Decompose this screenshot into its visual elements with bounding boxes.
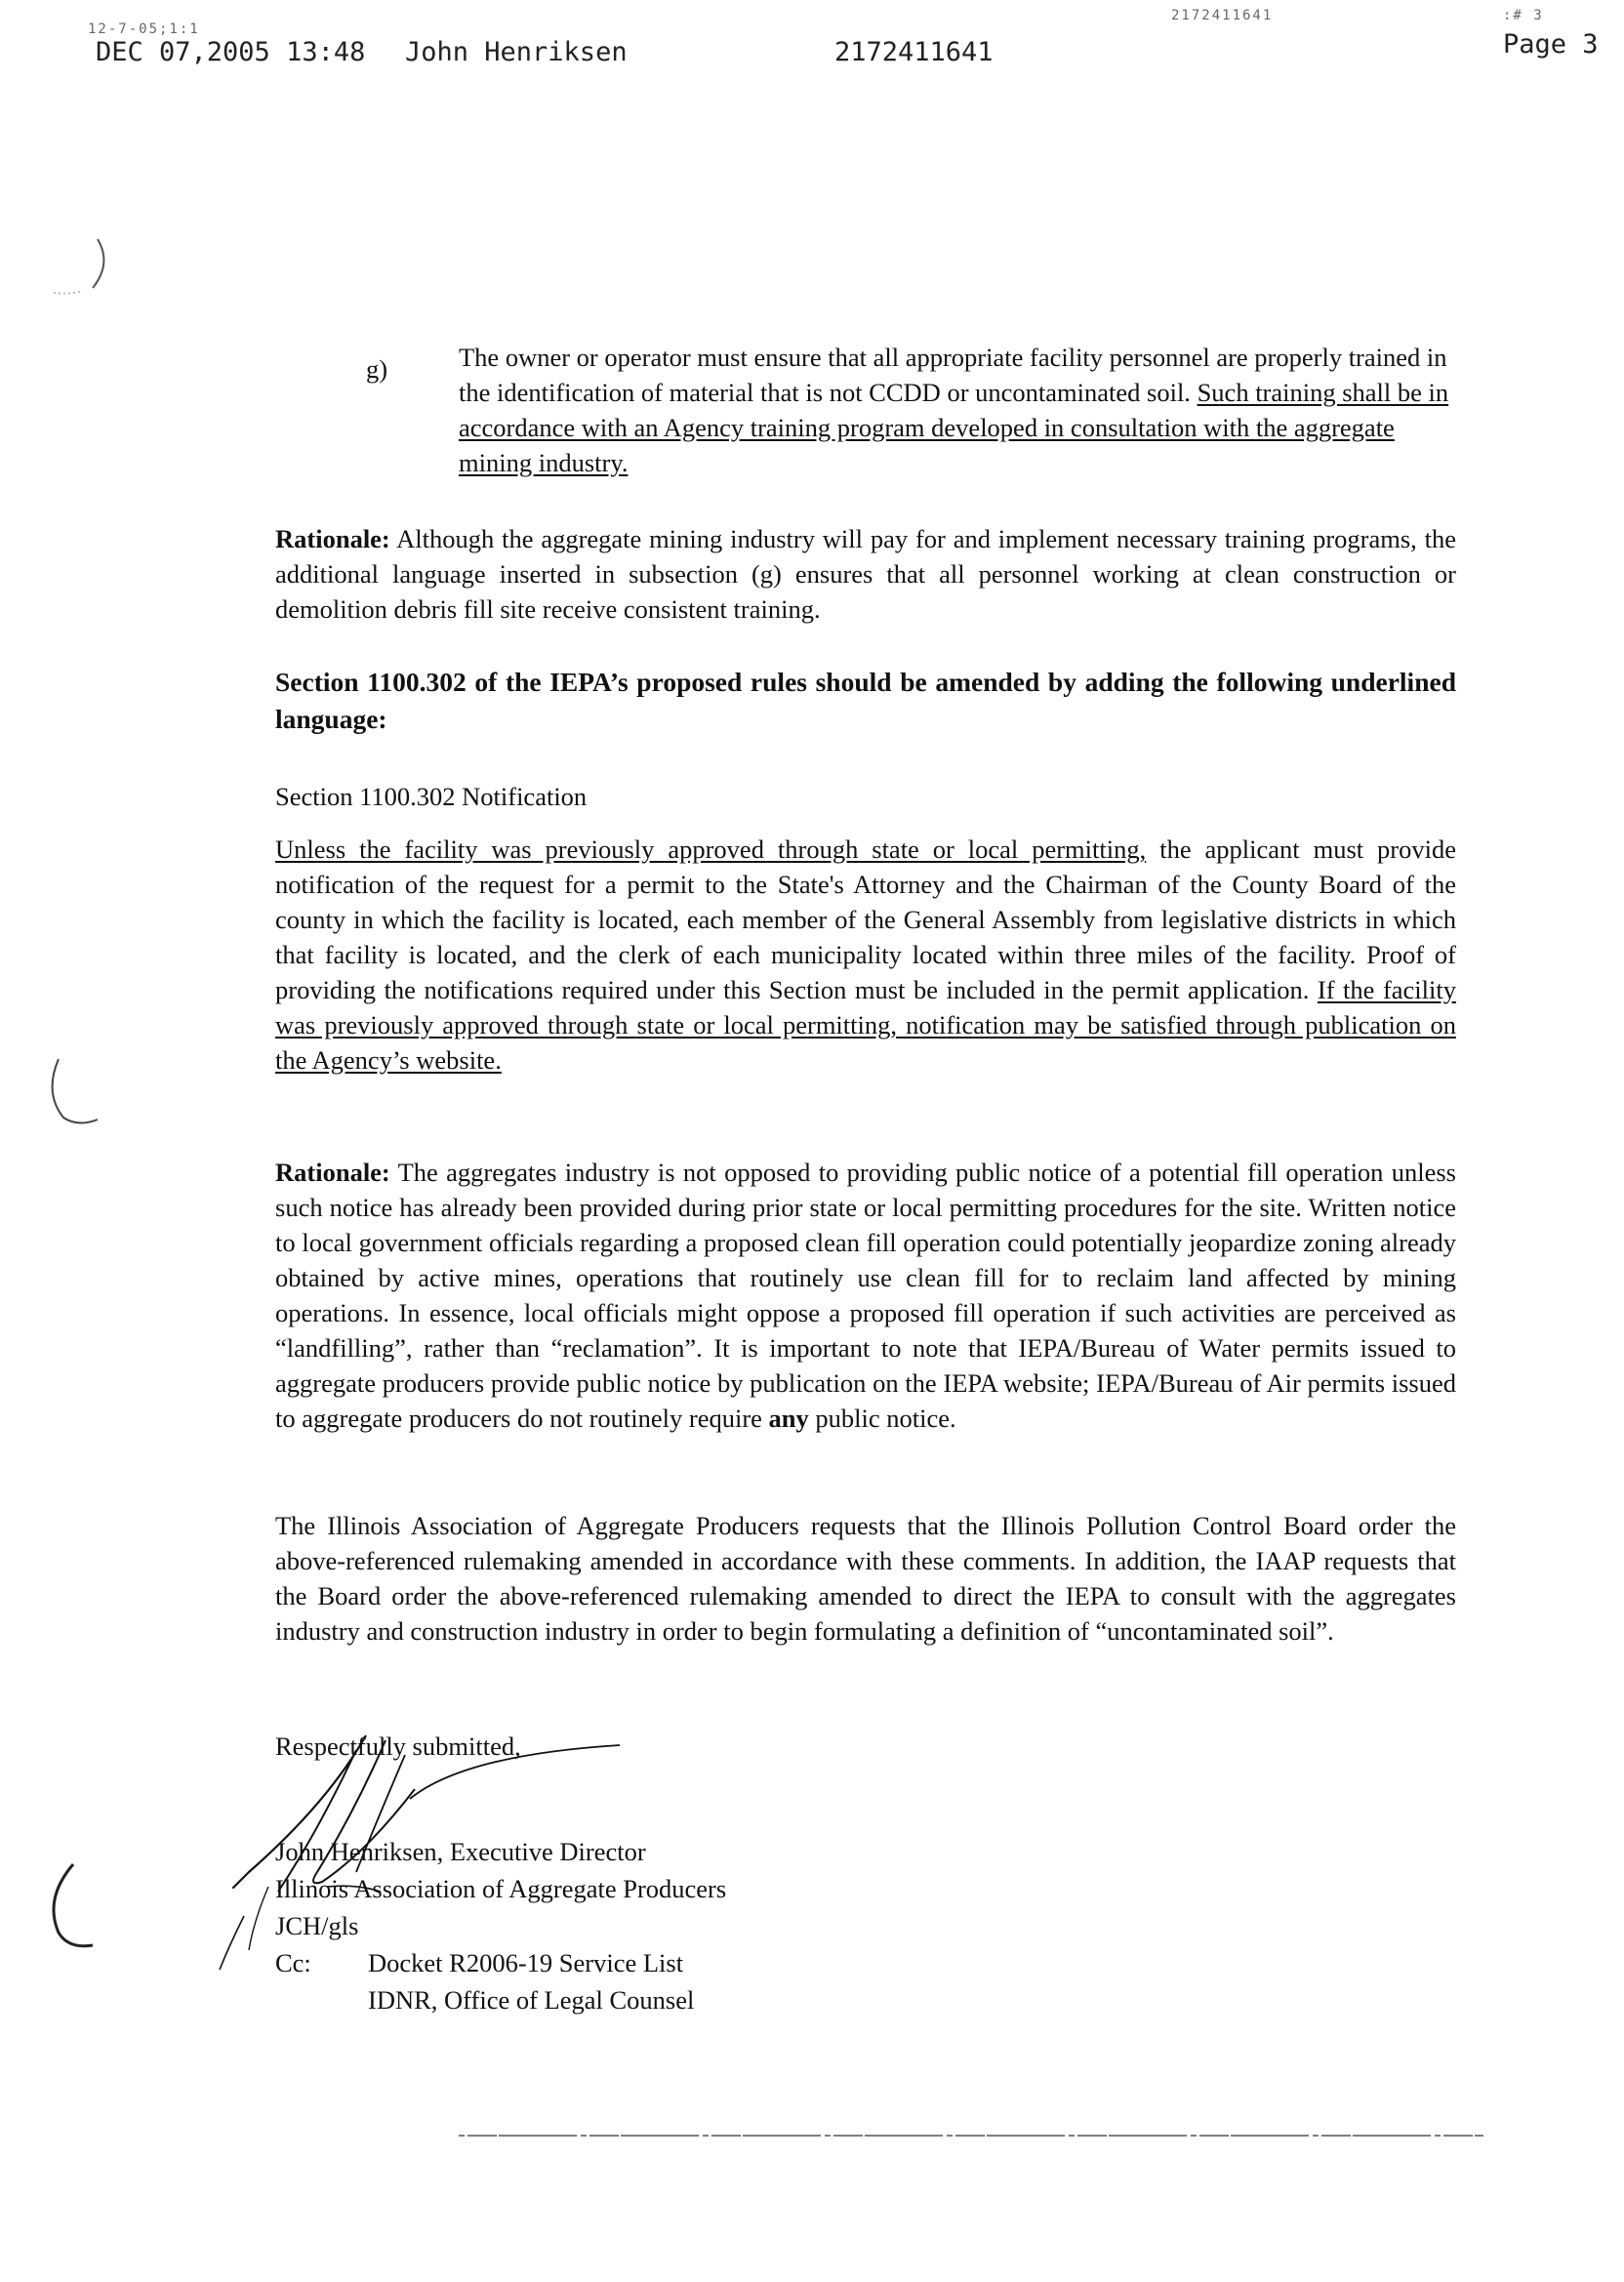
signoff-block bbox=[275, 1728, 958, 2018]
fax-phone-number: 2172411641 bbox=[834, 37, 994, 67]
cc-recipient: Docket R2006-19 Service List bbox=[368, 1948, 684, 1977]
signoff-salutation: Respectfully submitted, bbox=[275, 1732, 521, 1761]
fax-scan-streak bbox=[459, 2131, 1483, 2140]
punch-hole-mark-top bbox=[39, 234, 117, 303]
notification-added-end: If the facility was previously approved through state or local permitting, notification may be satisfied through publication on the Agency’s website. bbox=[275, 975, 1457, 1075]
subsection-g-original-text: The owner or operator must ensure that all appropriate facility personnel are properly trained in the identification of material that is not CCDD or uncontaminated soil. bbox=[459, 343, 1447, 407]
notification-paragraph bbox=[275, 832, 1456, 1078]
subsection-g-text bbox=[459, 340, 1464, 480]
rationale-text: The aggregates industry is not opposed to providing public notice of a potential fill operation unless such notice has already been provided during prior state or local permitting procedures for the site. Written notice to local government officials regarding a proposed clean fill operation could potentially jeopardize zoning already obtained by active mines, operations that routinely use clean fill for to reclaim land affected by mining operations. In essence, local officials might oppose a proposed fill operation if such activities are perceived as “landfilling”, rather than “reclamation”. It is important to note that IEPA/Bureau of Water permits issued to aggregate producers provide public notice by publication on the IEPA website; IEPA/Bureau of Air permits issued to aggregate producers do not routinely require bbox=[275, 1158, 1456, 1433]
cc-recipient: IDNR, Office of Legal Counsel bbox=[368, 1985, 695, 2015]
fax-date-time: DEC 07,2005 13:48 bbox=[96, 37, 366, 67]
rationale-text: Although the aggregate mining industry will pay for and implement necessary training programs, the additional language inserted in subsection (g) ensures that all personnel working at clean construction or demolition debris fill site receive consistent training. bbox=[275, 524, 1456, 624]
signer-name-title: John Henriksen, Executive Director bbox=[275, 1837, 646, 1866]
rationale-paragraph-2 bbox=[275, 1155, 1456, 1436]
punch-hole-mark-bottom bbox=[39, 1859, 117, 1957]
fax-faint-stamp-mid: 2172411641 bbox=[1171, 8, 1274, 23]
section-title: Section 1100.302 Notification bbox=[275, 782, 588, 811]
notification-added-intro: Unless the facility was previously approved through state or local permitting, bbox=[275, 835, 1147, 864]
rationale-label: Rationale: bbox=[275, 1158, 390, 1187]
subsection-g-added-text: Such training shall be in accordance with an Agency training program developed in consultation with the aggregate mining industry. bbox=[459, 378, 1449, 477]
cc-label: Cc: bbox=[275, 1948, 311, 1977]
fax-sender: John Henriksen bbox=[405, 37, 628, 67]
subsection-g-marker: g) bbox=[366, 354, 388, 384]
notification-body: the applicant must provide notification of the request for a permit to the State's Attorney and the Chairman of the County Board of the county in which the facility is located, each member of the General Assembly from legislative districts in which that facility is located, and the clerk of each municipality located within three miles of the facility. Proof of providing the notifications required under this Section must be included in the permit application. bbox=[275, 835, 1457, 1004]
fax-page-number: Page 3 bbox=[1503, 29, 1599, 60]
rationale-text-end: public notice. bbox=[815, 1404, 956, 1433]
rationale-label: Rationale: bbox=[275, 524, 390, 553]
fax-header bbox=[0, 8, 1624, 88]
typist-initials: JCH/gls bbox=[275, 1911, 359, 1940]
rationale-emphasis: any bbox=[768, 1404, 809, 1433]
section-amendment-heading: Section 1100.302 of the IEPA’s proposed rules should be amended by adding the following underlined language: bbox=[275, 667, 1456, 734]
rationale-paragraph-1 bbox=[275, 521, 1456, 627]
fax-faint-stamp-right: :# 3 bbox=[1503, 8, 1544, 23]
cc-list bbox=[275, 1944, 958, 2018]
punch-hole-mark-middle bbox=[39, 1049, 117, 1137]
closing-paragraph: The Illinois Association of Aggregate Producers requests that the Illinois Pollution Control Board order the above-referenced rulemaking amended in accordance with these comments. In addition, the IAAP requests that the Board order the above-referenced rulemaking amended to direct the IEPA to consult with the aggregates industry and construction industry in order to begin formulating a definition of “uncontaminated soil”. bbox=[275, 1511, 1456, 1646]
fax-faint-stamp-left: 12-7-05;1:1 bbox=[88, 21, 200, 37]
signer-organization: Illinois Association of Aggregate Producers bbox=[275, 1874, 727, 1903]
